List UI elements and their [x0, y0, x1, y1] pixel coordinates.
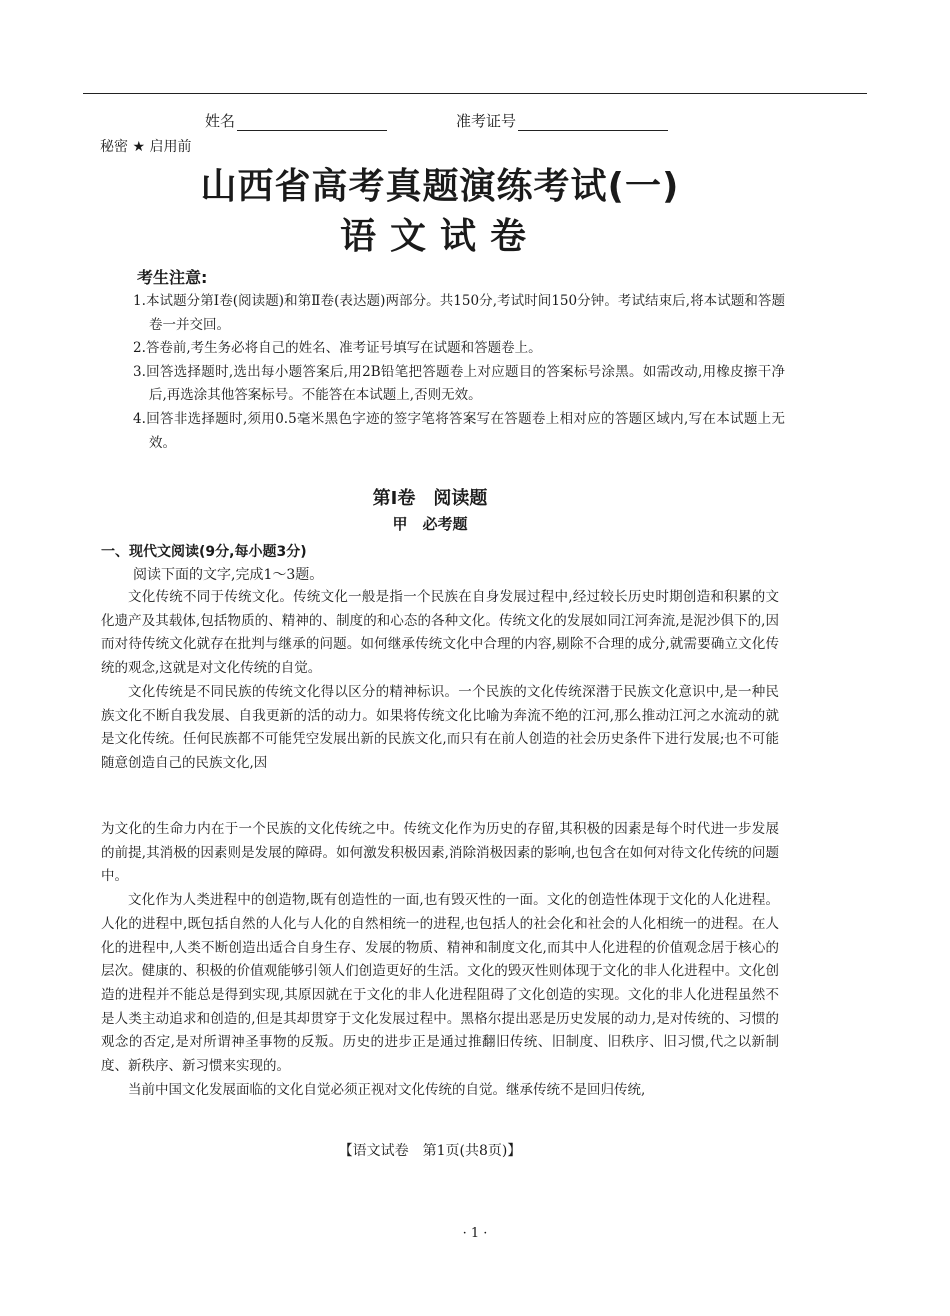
name-field [205, 110, 387, 131]
section-title: 第Ⅰ卷 阅读题 [372, 488, 488, 509]
reading-instruction: 阅读下面的文字,完成1～3题。 [133, 567, 324, 583]
name-blank [237, 114, 387, 131]
exam-id-blank [518, 114, 668, 131]
passage-paragraph: 文化传统是不同民族的传统文化得以区分的精神标识。一个民族的文化传统深潜于民族文化意识中,是一种民族文化不断自我发展、自我更新的活的动力。如果将传统文化比喻为奔流不绝的江河,那么推动江河之水流动的就是文化传统。任何民族都不可能凭空发展出新的民族文化,而只有在前人创造的社会历史条件下进行发展;也不可能随意创造自己的民族文化,因 [101, 683, 779, 771]
page-number: · 1 · [462, 1226, 488, 1241]
top-rule [83, 93, 867, 94]
notice-item: 4.回答非选择题时,须用0.5毫米黑色字迹的签字笔将答案写在答题卷上相对应的答题区域内,写在本试题上无效。 [133, 410, 785, 451]
notice-item: 3.回答选择题时,选出每小题答案后,用2B铅笔把答题卷上对应题目的答案标号涂黑。如需改动,用橡皮擦干净后,再选涂其他答案标号。不能答在本试题上,否则无效。 [133, 363, 785, 404]
passage-paragraph: 文化作为人类进程中的创造物,既有创造性的一面,也有毁灭性的一面。文化的创造性体现于文化的人化进程。人化的进程中,既包括自然的人化与人化的自然相统一的进程,也包括人的社会化和社会的人化相统一的进程。在人化的进程中,人类不断创造出适合自身生存、发展的物质、精神和制度文化,而其中人化进程的价值观念居于核心的层次。健康的、积极的价值观能够引领人们创造更好的生活。文化的毁灭性则体现于文化的非人化进程中。文化创造的进程并不能总是得到实现,其原因就在于文化的非人化进程阻碍了文化创造的实现。文化的非人化进程虽然不是人类主动追求和创造的,但是其却贯穿于文化发展过程中。黑格尔提出恶是历史发展的动力,是对传统的、习惯的观念的否定,是对所谓神圣事物的反叛。历史的进步正是通过推翻旧传统、旧制度、旧秩序、旧习惯,代之以新制度、新秩序、新习惯来实现的。 [101, 892, 779, 1075]
exam-id-label: 准考证号 [456, 112, 517, 130]
confidential-mark: 秘密 ★ 启用前 [100, 139, 192, 155]
passage-paragraph-continued: 为文化的生命力内在于一个民族的文化传统之中。传统文化作为历史的存留,其积极的因素是每个时代进一步发展的前提,其消极的因素则是发展的障碍。如何激发积极因素,消除消极因素的影响,也包含在如何对待文化传统的问题中。 [101, 821, 779, 885]
passage-block-1 [101, 586, 779, 776]
page-footer: 【语文试卷 第1页(共8页)】 [338, 1143, 522, 1159]
exam-title: 山西省高考真题演练考试(一) [200, 166, 680, 207]
passage-block-2 [101, 818, 779, 1102]
part-heading: 一、现代文阅读(9分,每小题3分) [101, 544, 307, 560]
paper-title: 语文试卷 [339, 216, 540, 257]
section-subtitle: 甲 必考题 [392, 515, 468, 533]
notice-item: 1.本试题分第Ⅰ卷(阅读题)和第Ⅱ卷(表达题)两部分。共150分,考试时间150分钟。考试结束后,将本试题和答题卷一并交回。 [133, 293, 785, 333]
notice-heading: 考生注意: [137, 268, 208, 287]
notice-item: 2.答卷前,考生务必将自己的姓名、准考证号填写在试题和答题卷上。 [133, 340, 542, 357]
notice-list [133, 290, 785, 455]
passage-paragraph: 当前中国文化发展面临的文化自觉必须正视对文化传统的自觉。继承传统不是回归传统, [128, 1081, 646, 1098]
exam-id-field [456, 110, 668, 131]
passage-paragraph: 文化传统不同于传统文化。传统文化一般是指一个民族在自身发展过程中,经过较长历史时期创造和积累的文化遗产及其载体,包括物质的、精神的、制度的和心态的各种文化。传统文化的发展如同江河奔流,是泥沙俱下的,因而对待传统文化就存在批判与继承的问题。如何继承传统文化中合理的内容,剔除不合理的成分,就需要确立文化传统的观念,这就是对文化传统的自觉。 [101, 589, 779, 677]
name-label: 姓名 [205, 112, 236, 130]
